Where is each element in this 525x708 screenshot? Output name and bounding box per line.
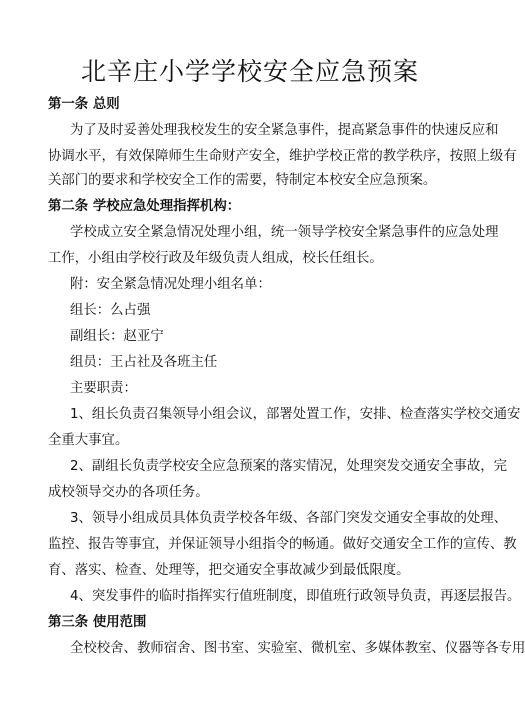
duties-heading: 主要职责： [70,381,137,396]
members-line: 组员：王占社及各班主任 [70,355,218,370]
section-heading-1: 第一条 总则 [48,97,120,112]
leader-line: 组长：么占强 [70,303,151,318]
document-title: 北辛庄小学学校安全应急预案 [80,57,419,86]
duty-line: 全重大事宜。 [48,433,129,448]
vice-leader-line: 副组长：赵亚宁 [70,329,164,344]
duty-line: 2、副组长负责学校安全应急预案的落实情况，处理突发交通安全事故，完 [70,459,508,474]
paragraph-line: 工作，小组由学校行政及年级负责人组成，校长任组长。 [48,251,383,266]
duty-line: 3、领导小组成员具体负责学校各年级、各部门突发交通安全事故的处理、 [70,511,508,526]
duty-line: 育、落实、检查、处理等，把交通安全事故减少到最低限度。 [48,563,410,578]
paragraph-line: 学校成立安全紧急情况处理小组，统一领导学校安全紧急事件的应急处理 [70,225,499,240]
duty-line: 1、组长负责召集领导小组会议，部署处置工作，安排、检查落实学校交通安 [70,407,521,422]
appendix-line: 附：安全紧急情况处理小组名单： [70,277,271,292]
duty-line: 监控、报告等事宜，并保证领导小组指令的畅通。做好交通安全工作的宣传、教 [48,537,517,552]
section-heading-2: 第二条 学校应急处理指挥机构： [48,199,241,214]
duty-line: 成校领导交办的各项任务。 [48,485,209,500]
paragraph-line: 全校校舍、教师宿舍、图书室、实验室、微机室、多媒体教室、仪器等各专用 [70,641,525,656]
paragraph-line: 关部门的要求和学校安全工作的需要，特制定本校安全应急预案。 [48,173,437,188]
paragraph-line: 协调水平，有效保障师生生命财产安全，维护学校正常的教学秩序，按照上级有 [48,149,517,164]
paragraph-line: 为了及时妥善处理我校发生的安全紧急事件，提高紧急事件的快速反应和 [70,123,499,138]
section-heading-3: 第三条 使用范围 [48,615,147,630]
duty-line: 4、突发事件的临时指挥实行值班制度，即值班行政领导负责，再逐层报告。 [70,589,521,604]
